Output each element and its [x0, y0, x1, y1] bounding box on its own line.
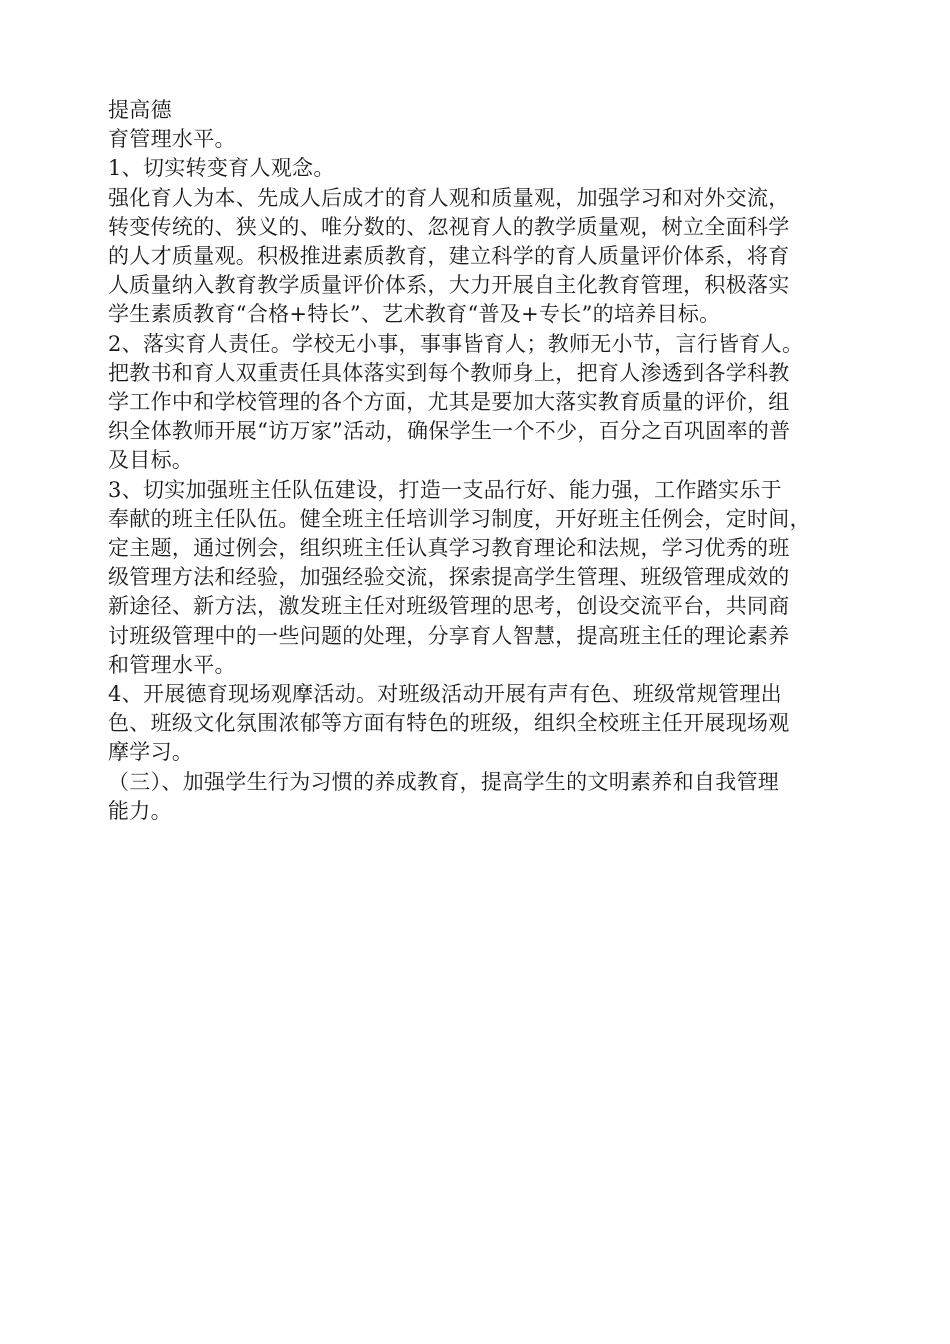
text-line: 能力。 — [108, 798, 172, 823]
section-heading: 4、开展德育现场观摩活动。对班级活动开展有声有色、班级常规管理出 — [108, 682, 782, 707]
section-heading: 2、落实育人责任。学校无小事，事事皆育人；教师无小节，言行皆育人。 — [108, 331, 804, 356]
text-line: 定主题，通过例会，组织班主任认真学习教育理论和法规，学习优秀的班 — [108, 536, 790, 561]
text-line: 奉献的班主任队伍。健全班主任培训学习制度，开好班主任例会，定时间， — [108, 506, 811, 531]
text-line: 把教书和育人双重责任具体落实到每个教师身上，把育人渗透到各学科教 — [108, 360, 790, 385]
text-line: 新途径、新方法，激发班主任对班级管理的思考，创设交流平台，共同商 — [108, 594, 790, 619]
text-line: 人质量纳入教育教学质量评价体系，大力开展自主化教育管理，积极落实 — [108, 273, 790, 298]
text-line: 强化育人为本、先成人后成才的育人观和质量观，加强学习和对外交流， — [108, 185, 790, 210]
text-line: 的人才质量观。积极推进素质教育，建立科学的育人质量评价体系，将育 — [108, 244, 790, 269]
text-line: 摩学习。 — [108, 740, 194, 765]
text-line: 和管理水平。 — [108, 652, 236, 677]
section-heading: 1、切实转变育人观念。 — [108, 156, 335, 181]
text-line: 提高德 — [108, 98, 172, 122]
text-line: 讨班级管理中的一些问题的处理，分享育人智慧，提高班主任的理论素养 — [108, 623, 790, 648]
text-line: 育管理水平。 — [108, 127, 236, 152]
section-heading: 3、切实加强班主任队伍建设，打造一支品行好、能力强，工作踏实乐于 — [108, 477, 782, 502]
text-line: 色、班级文化氛围浓郁等方面有特色的班级，组织全校班主任开展现场观 — [108, 711, 790, 736]
text-line: 级管理方法和经验，加强经验交流，探索提高学生管理、班级管理成效的 — [108, 565, 790, 590]
text-line: 学生素质教育“合格+特长”、艺术教育“普及+专长”的培养目标。 — [108, 302, 721, 327]
text-line: 学工作中和学校管理的各个方面，尤其是要加大落实教育质量的评价，组 — [108, 390, 790, 415]
text-line: 及目标。 — [108, 448, 194, 473]
document-body — [108, 96, 868, 826]
text-line: 织全体教师开展“访万家”活动，确保学生一个不少，百分之百巩固率的普 — [108, 419, 791, 444]
section-heading: （三）、加强学生行为习惯的养成教育，提高学生的文明素养和自我管理 — [108, 769, 780, 794]
text-line: 转变传统的、狭义的、唯分数的、忽视育人的教学质量观，树立全面科学 — [108, 214, 790, 239]
